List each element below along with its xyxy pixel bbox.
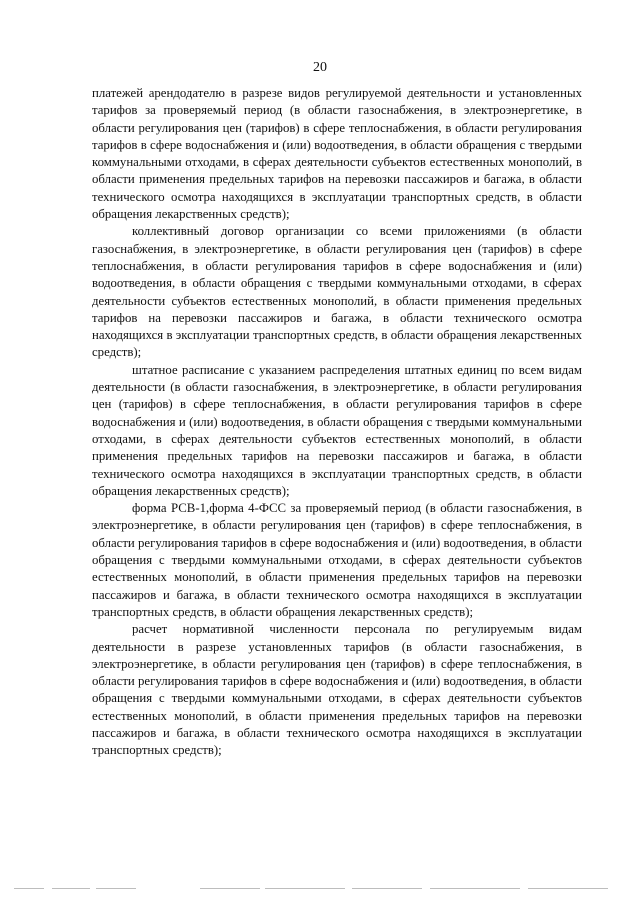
paragraph-collective-agreement: коллективный договор организации со всеми приложениями (в области газоснабжения, в электроэнергетике, в области регулирования цен (тарифов) в сфере теплоснабжения, в области регулирования тарифов в сфере водоснабжения и (или) водоотведения, в области обращения с твердыми коммунальными отходами, в сферах деятельности субъектов естественных монополий, в области применения предельных тарифов на перевозки пассажиров и багажа, в области технического осмотра находящихся в эксплуатации транспортных средств, в области обращения лекарственных средств); — [92, 224, 582, 360]
scan-mark — [265, 888, 345, 889]
paragraph-staff-schedule: штатное расписание с указанием распределения штатных единиц по всем видам деятельности (в области газоснабжения, в электроэнергетике, в области регулирования цен (тарифов) в сфере теплоснабжения, в области регулирования тарифов в сфере водоснабжения и (или) водоотведения, в области обращения с твердыми коммунальными отходами, в сферах деятельности субъектов естественных монополий, в области применения предельных тарифов на перевозки пассажиров и багажа, в области технического осмотра находящихся в эксплуатации транспортных средств, в области обращения лекарственных средств); — [92, 362, 582, 498]
scan-mark — [430, 888, 520, 889]
scan-mark — [52, 888, 90, 889]
scan-mark — [200, 888, 260, 889]
paragraph-lease-payments: платежей арендодателю в разрезе видов регулируемой деятельности и установленных тарифов за проверяемый период (в области газоснабжения, в электроэнергетике, в области регулирования цен (тарифов) в сфере теплоснабжения, в области регулирования тарифов в сфере водоснабжения и (или) водоотведения, в области обращения с твердыми коммунальными отходами, в сферах деятельности субъектов естественных монополий, в области применения предельных тарифов на перевозки пассажиров и багажа, в области технического осмотра находящихся в эксплуатации транспортных средств, в области обращения лекарственных средств); — [92, 86, 582, 222]
document-body — [92, 85, 582, 760]
scan-mark — [528, 888, 608, 889]
scan-mark — [352, 888, 422, 889]
scan-mark — [96, 888, 136, 889]
page-number: 20 — [313, 60, 327, 75]
paragraph-staff-calculation: расчет нормативной численности персонала по регулируемым видам деятельности в разрезе установленных тарифов (в области газоснабжения, в электроэнергетике, в области регулирования цен (тарифов) в сфере теплоснабжения, в области регулирования тарифов в сфере водоснабжения и (или) водоотведения, в области обращения с твердыми коммунальными отходами, в сферах деятельности субъектов естественных монополий, в области применения предельных тарифов на перевозки пассажиров и багажа, в области технического осмотра находящихся в эксплуатации транспортных средств); — [92, 622, 582, 758]
scan-mark — [14, 888, 44, 889]
paragraph-rsv-forms: форма РСВ-1,форма 4-ФСС за проверяемый период (в области газоснабжения, в электроэнергетике, в области регулирования цен (тарифов) в сфере теплоснабжения, в области регулирования тарифов в сфере водоснабжения и (или) водоотведения, в области обращения с твердыми коммунальными отходами, в сферах деятельности субъектов естественных монополий, в области применения предельных тарифов на перевозки пассажиров и багажа, в области технического осмотра находящихся в эксплуатации транспортных средств, в области обращения лекарственных средств); — [92, 501, 582, 619]
scan-footer-marks — [0, 884, 640, 894]
